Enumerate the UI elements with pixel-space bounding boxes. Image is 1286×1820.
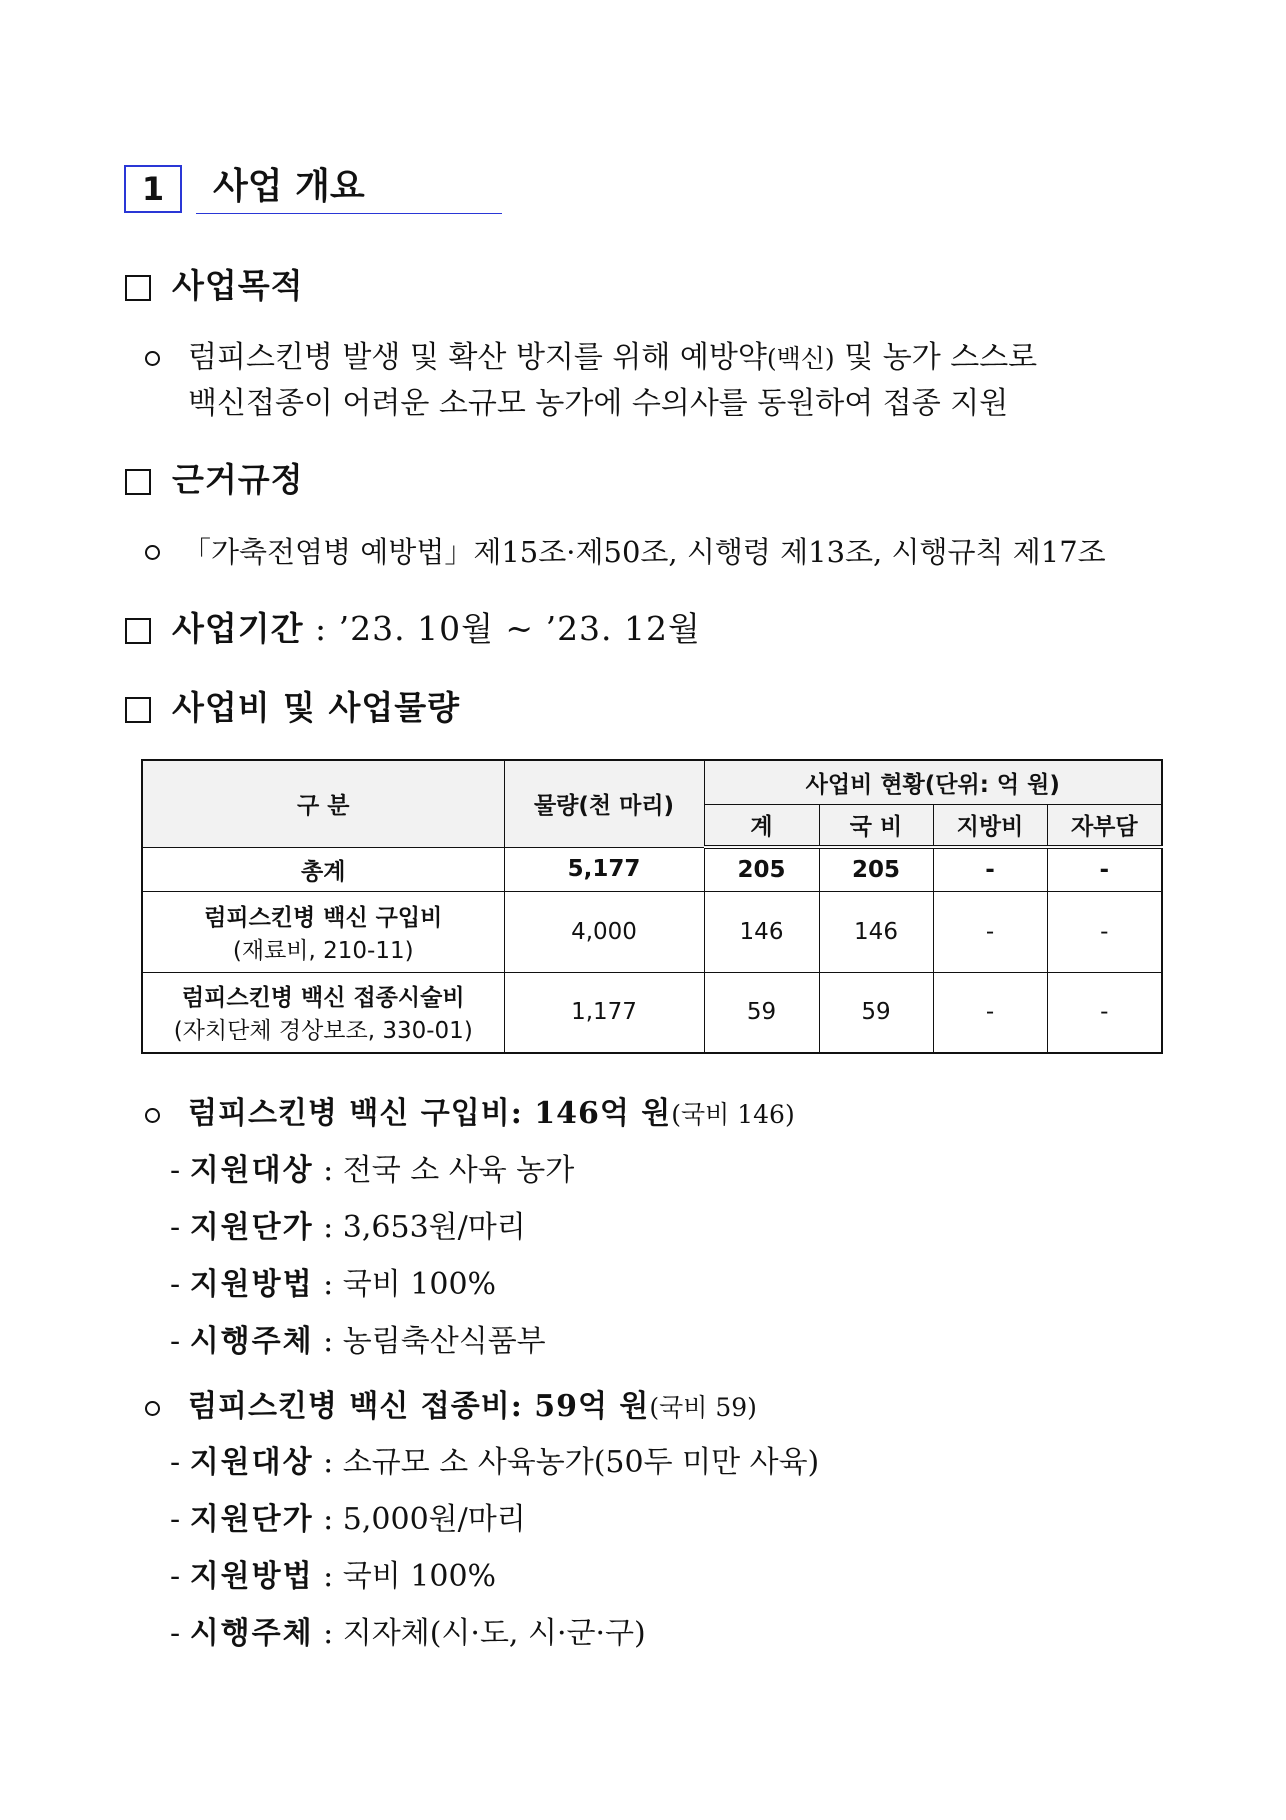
basis-text: 「가축전염병 예방법」제15조·제50조, 시행령 제13조, 시행규칙 제17조 xyxy=(182,535,1106,569)
row-quantity: 1,177 xyxy=(504,972,704,1053)
item-value: : 5,000원/마리 xyxy=(313,1502,526,1537)
checkbox-square-icon xyxy=(125,618,151,644)
circle-bullet-icon xyxy=(145,545,160,560)
row-national: 205 xyxy=(819,847,933,891)
item-label: 지원방법 xyxy=(189,1559,314,1594)
vaccination-note: (국비 59) xyxy=(649,1393,757,1422)
checkbox-square-icon xyxy=(125,275,151,301)
circle-bullet-icon xyxy=(145,1108,160,1123)
row-name-cell xyxy=(142,972,504,1053)
vaccine-purchase-title: 럼피스킨병 백신 구입비: 146억 원 xyxy=(188,1096,672,1131)
circle-bullet-icon xyxy=(145,351,160,366)
row-quantity: 4,000 xyxy=(504,891,704,972)
row-name-cell xyxy=(142,891,504,972)
header-self: 자부담 xyxy=(1047,804,1162,847)
list-item: - 지원단가 : 5,000원/마리 xyxy=(170,1502,526,1537)
row-national: 59 xyxy=(819,972,933,1053)
list-item: - 지원단가 : 3,653원/마리 xyxy=(170,1210,526,1245)
purpose-line-1c: 및 농가 스스로 xyxy=(834,340,1038,375)
section-number: 1 xyxy=(124,165,182,213)
purpose-line-1 xyxy=(188,338,1037,379)
section-underline xyxy=(196,213,502,214)
section-title: 사업 개요 xyxy=(213,166,365,207)
row-local: - xyxy=(933,972,1047,1053)
checkbox-square-icon xyxy=(125,469,151,495)
vaccination-title-row xyxy=(188,1387,757,1428)
vaccine-purchase-title-row xyxy=(188,1094,795,1135)
item-value: : 국비 100% xyxy=(313,1267,497,1302)
circle-bullet-icon xyxy=(145,1401,160,1416)
item-label: 지원단가 xyxy=(189,1502,314,1537)
item-value: : 전국 소 사육 농가 xyxy=(313,1153,575,1188)
row-self: - xyxy=(1047,972,1162,1053)
header-category: 구 분 xyxy=(142,760,504,847)
vaccine-purchase-note: (국비 146) xyxy=(671,1100,795,1129)
checkbox-square-icon xyxy=(125,697,151,723)
header-local: 지방비 xyxy=(933,804,1047,847)
item-label: 지원방법 xyxy=(189,1267,314,1302)
item-value: : 농림축산식품부 xyxy=(313,1324,546,1359)
row-sub: (자치단체 경상보조, 330-01) xyxy=(173,1018,473,1045)
basis-heading: 근거규정 xyxy=(172,460,304,499)
list-item: - 시행주체 : 지자체(시·도, 시·군·구) xyxy=(170,1616,646,1651)
row-local: - xyxy=(933,891,1047,972)
item-label: 시행주체 xyxy=(189,1616,314,1651)
item-label: 지원대상 xyxy=(189,1153,314,1188)
table-row xyxy=(142,891,1162,972)
row-name: 총계 xyxy=(142,847,504,891)
list-item: - 지원방법 : 국비 100% xyxy=(170,1559,497,1594)
header-quantity: 물량(천 마리) xyxy=(504,760,704,847)
budget-table xyxy=(141,759,1163,1054)
purpose-line-2: 백신접종이 어려운 소규모 농가에 수의사를 동원하여 접종 지원 xyxy=(188,386,1009,421)
item-value: : 소규모 소 사육농가(50두 미만 사육) xyxy=(313,1445,820,1480)
period-heading: 사업기간 xyxy=(172,609,304,648)
item-label: 지원단가 xyxy=(189,1210,314,1245)
purpose-heading: 사업목적 xyxy=(172,266,304,305)
row-total: 205 xyxy=(704,847,819,891)
header-budget-status: 사업비 현황(단위: 억 원) xyxy=(704,760,1162,804)
table-row xyxy=(142,847,1162,891)
row-quantity: 5,177 xyxy=(504,847,704,891)
table-row xyxy=(142,972,1162,1053)
row-sub: (재료비, 210-11) xyxy=(232,937,414,964)
purpose-line-1a: 럼피스킨병 발생 및 확산 방지를 위해 예방약 xyxy=(188,340,767,375)
item-value: : 지자체(시·도, 시·군·구) xyxy=(313,1616,646,1651)
purpose-line-1b: (백신) xyxy=(766,344,835,373)
list-item: - 시행주체 : 농림축산식품부 xyxy=(170,1324,546,1359)
item-value: : 3,653원/마리 xyxy=(313,1210,526,1245)
period-value: : ’23. 10월 ~ ’23. 12월 xyxy=(303,609,701,648)
period-row xyxy=(172,607,701,651)
row-total: 146 xyxy=(704,891,819,972)
row-local: - xyxy=(933,847,1047,891)
item-label: 지원대상 xyxy=(189,1445,314,1480)
header-national: 국 비 xyxy=(819,804,933,847)
list-item: - 지원대상 : 소규모 소 사육농가(50두 미만 사육) xyxy=(170,1445,820,1480)
row-name: 럼피스킨병 백신 구입비 xyxy=(204,904,443,931)
header-total: 계 xyxy=(704,804,819,847)
budget-heading: 사업비 및 사업물량 xyxy=(172,688,461,727)
list-item: - 지원대상 : 전국 소 사육 농가 xyxy=(170,1153,575,1188)
vaccination-title: 럼피스킨병 백신 접종비: 59억 원 xyxy=(188,1389,650,1424)
item-value: : 국비 100% xyxy=(313,1559,497,1594)
list-item: - 지원방법 : 국비 100% xyxy=(170,1267,497,1302)
row-self: - xyxy=(1047,891,1162,972)
item-label: 시행주체 xyxy=(189,1324,314,1359)
row-national: 146 xyxy=(819,891,933,972)
row-self: - xyxy=(1047,847,1162,891)
row-total: 59 xyxy=(704,972,819,1053)
row-name: 럼피스킨병 백신 접종시술비 xyxy=(181,985,465,1012)
